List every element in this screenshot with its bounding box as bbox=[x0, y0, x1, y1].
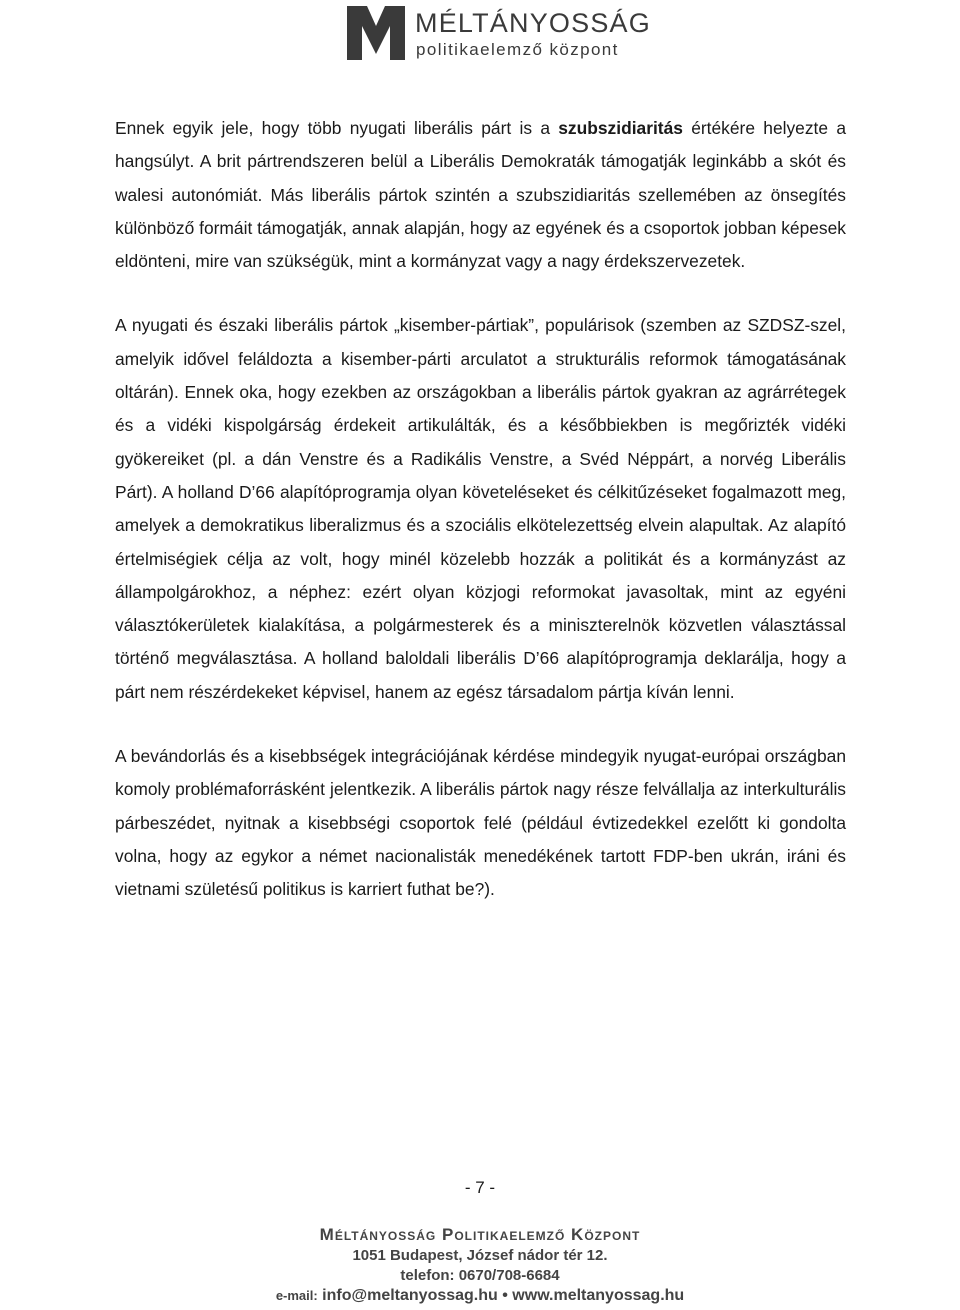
footer-contact bbox=[0, 1286, 960, 1306]
text-run: A nyugati és északi liberális pártok „kisember-pártiak”, populárisok (szemben az SZDSZ-szel, amelyik idővel feláldozta a kisember-párti arculatot a strukturális reformok támogatásának oltárán). Ennek oka, hogy ezekben az országokban a liberális pártok gyakran az agrárrétegek és a vidéki kispolgárság érdekeit artikulálták, és a későbbiekben is megőrizték vidéki gyökereiket (pl. a dán Venstre és a Radikális Venstre, a Svéd Néppárt, a norvég Liberális Párt). A holland D’66 alapítóprogramja olyan követeléseket és célkitűzéseket fogalmazott meg, amelyek a demokratikus liberalizmus és a szociális elkötelezettség elvein alapultak. Az alapító értelmiségiek célja az volt, hogy minél közelebb hozzák a politikát és a kormányzást az állampolgárokhoz, a néphez: ezért olyan közjogi reformokat javasoltak, mint az egyéni választókerületek kialakítása, a polgármesterek és a miniszterelnök közvetlen választással történő megválasztása. A holland baloldali liberális D’66 alapítóprogramja deklarálja, hogy a párt nem részérdekeket képvisel, hanem az egész társadalom pártja kíván lenni. bbox=[115, 315, 846, 702]
page-number: - 7 - bbox=[464, 1178, 496, 1197]
footer-email-link[interactable]: info@meltanyossag.hu bbox=[322, 1287, 498, 1304]
footer-address: 1051 Budapest, József nádor tér 12. bbox=[352, 1247, 608, 1264]
footer-separator: • bbox=[497, 1287, 513, 1304]
footer-email-label: e-mail: bbox=[275, 1288, 318, 1303]
text-run: A bevándorlás és a kisebbségek integrációjának kérdése mindegyik nyugat-európai országban komoly problémaforrásként jelentkezik. A liberális pártok nagy része felvállalja az interkulturális párbeszédet, nyitnak a kisebbségi csoportok felé (például évtizedekkel ezelőtt ki gondolta volna, hogy az egykor a német nacionalisták menedékének tartott FDP-ben ukrán, iráni és vietnami születésű politikus is karriert futhat be?). bbox=[115, 746, 846, 900]
paragraph bbox=[115, 112, 846, 278]
footer-phone: telefon: 0670/708-6684 bbox=[400, 1267, 560, 1284]
footer-org-name: Méltányosság Politikaelemző Központ bbox=[319, 1225, 641, 1244]
text-run: Ennek egyik jele, hogy több nyugati liberális párt is a bbox=[115, 118, 559, 138]
bold-term: szubszidiaritás bbox=[558, 118, 683, 138]
footer bbox=[0, 1224, 960, 1306]
footer-website-link[interactable]: www.meltanyossag.hu bbox=[512, 1287, 685, 1304]
logo-subtitle: politikaelemző központ bbox=[416, 40, 619, 59]
header-logo bbox=[345, 4, 651, 66]
logo-title: MÉLTÁNYOSSÁG bbox=[415, 8, 651, 38]
paragraph bbox=[115, 740, 846, 906]
document-body bbox=[115, 112, 846, 937]
logo-mark-icon bbox=[345, 4, 407, 62]
text-run: értékére helyezte a hangsúlyt. A brit pártrendszeren belül a Liberális Demokraták támogatják leginkább a skót és walesi autonómiát. Más liberális pártok szintén a szubszidiaritás szellemében az önsegítés különböző formáit támogatják, annak alapján, hogy az egyének és a csoportok jobban képesek eldönteni, mire van szükségük, mint a kormányzat vagy a nagy érdekszervezetek. bbox=[115, 118, 846, 272]
paragraph bbox=[115, 309, 846, 709]
